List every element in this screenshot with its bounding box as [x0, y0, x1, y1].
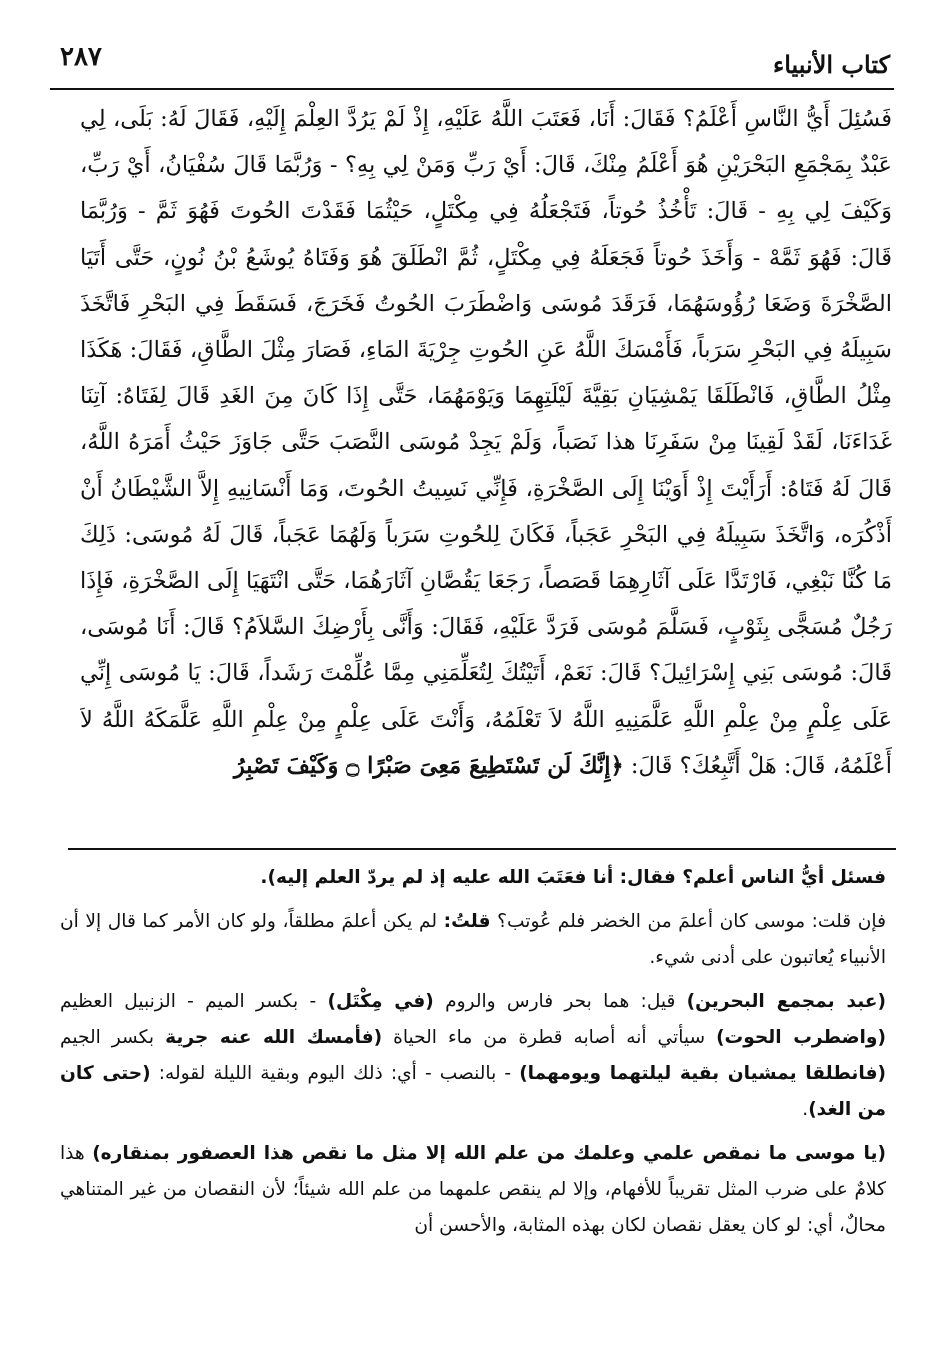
commentary-bold-text: فسئل أيُّ الناس أعلم؟ فقال: أنا فعَتَبَ الله عليه إذ لم يردّ العلم إليه).	[260, 867, 886, 888]
page-header	[50, 32, 894, 90]
quran-verse: ﴿إِنَّكَ لَن تَسْتَطِيعَ مَعِىَ صَبْرًا ۝ وَكَيْفَ تَصْبِرُ	[233, 752, 624, 779]
commentary-bold-text: (في مِكْتَل)	[327, 991, 434, 1012]
commentary-text: سيأتي أنه أصابه قطرة من ماء الحياة	[393, 1027, 706, 1048]
footnote-separator	[68, 848, 896, 850]
commentary-text: - بالنصب - أي: ذلك اليوم وبقية الليلة لقوله:	[158, 1063, 512, 1084]
commentary-bold-text: (فأمسك الله عنه جرية	[165, 1027, 383, 1048]
commentary-text: - بكسر الميم - الزنبيل العظيم	[60, 991, 317, 1012]
commentary-paragraph	[60, 860, 886, 896]
commentary-text: قيل: هما بحر فارس والروم	[445, 991, 676, 1012]
book-title: كتاب الأنبياء	[772, 50, 890, 79]
commentary-bold-text: (يا موسى ما نمقص علمي وعلمك من علم الله إلا مثل ما نقص هذا العصفور بمنقاره)	[92, 1143, 886, 1164]
commentary-text: بكسر الجيم	[60, 1027, 155, 1048]
commentary-text: .	[802, 1099, 809, 1120]
commentary-text: هذا كلامٌ على ضرب المثل تقريباً للأفهام، وإلا لم ينقص علمهما من علم الله شيئاً؛ لأن النقصان من غير المتناهي محالٌ، أي: لو كان يعقل نقصان لكان بهذه المثابة، والأحسن أن	[60, 1143, 886, 1236]
commentary-paragraph	[60, 1136, 886, 1244]
commentary-bold-text: (فانطلقا يمشيان بقية ليلتهما ويومهما)	[519, 1063, 886, 1084]
page-number: ٢٨٧	[60, 42, 102, 72]
commentary-paragraph	[60, 984, 886, 1128]
hadith-text: فَسُئِلَ أَيُّ النَّاسِ أَعْلَمُ؟ فَقَالَ: أَنَا، فَعَتَبَ اللَّهُ عَلَيْهِ، إِذْ لَمْ يَرُدَّ العِلْمَ إِلَيْهِ، فَقَالَ لَهُ: بَلَى، لِي عَبْدٌ بِمَجْمَعِ البَحْرَيْنِ هُوَ أَعْلَمُ مِنْكَ، قَالَ: أَيْ رَبِّ وَمَنْ لِي بِهِ؟ - وَرُبَّمَا قَالَ سُفْيَانُ، أَيْ رَبِّ، وَكَيْفَ لِي بِهِ - قَالَ: تَأْخُذُ حُوتاً، فَتَجْعَلُهُ فِي مِكْتَلٍ، حَيْثُمَا فَقَدْتَ الحُوتَ فَهُوَ ثَمَّ - وَرُبَّمَا قَالَ: فَهُوَ ثَمَّهْ - وَأَخَذَ حُوتاً فَجَعَلَهُ فِي مِكْتَلٍ، ثُمَّ انْطَلَقَ هُوَ وَفَتَاهُ يُوشَعُ بْنُ نُونٍ، حَتَّى أَتَيَا الصَّخْرَةَ وَضَعَا رُؤُوسَهُمَا، فَرَقَدَ مُوسَى وَاضْطَرَبَ الحُوتُ فَخَرَجَ، فَسَقَطَ فِي البَحْرِ فَاتَّخَذَ سَبِيلَهُ فِي البَحْرِ سَرَباً، فَأَمْسَكَ اللَّهُ عَنِ الحُوتِ جِرْيَةَ المَاءِ، فَصَارَ مِثْلَ الطَّاقِ، فَقَالَ: هَكَذَا مِثْلُ الطَّاقِ، فَانْطَلَقَا يَمْشِيَانِ بَقِيَّةَ لَيْلَتِهِمَا وَيَوْمَهُمَا، حَتَّى إِذَا كَانَ مِنَ الغَدِ قَالَ لِفَتَاهُ: آتِنَا غَدَاءَنَا، لَقَدْ لَقِينَا مِنْ سَفَرِنَا هذا نَصَباً، وَلَمْ يَجِدْ مُوسَى النَّصَبَ حَتَّى جَاوَزَ حَيْثُ أَمَرَهُ اللَّهُ، قَالَ لَهُ فَتَاهُ: أَرَأَيْتَ إِذْ أَوَيْنَا إِلَى الصَّخْرَةِ، فَإِنِّي نَسِيتُ الحُوتَ، وَمَا أَنْسَانِيهِ إِلاَّ الشَّيْطَانُ أَنْ أَذْكُرَه، وَاتَّخَذَ سَبِيلَهُ فِي البَحْرِ عَجَباً، فَكَانَ لِلحُوتِ سَرَباً وَلَهُمَا عَجَباً، قَالَ لَهُ مُوسَى: ذَلِكَ مَا كُنَّا نَبْغِي، فَارْتَدَّا عَلَى آثَارِهِمَا قَصَصاً، رَجَعَا يَقُصَّانِ آثَارَهُمَا، حَتَّى انْتَهَيَا إِلَى الصَّخْرَةِ، فَإِذَا رَجُلٌ مُسَجًّى بِثَوْبٍ، فَسَلَّمَ مُوسَى فَرَدَّ عَلَيْهِ، فَقَالَ: وَأَنَّى بِأَرْضِكَ السَّلاَمُ؟ قَالَ: أَنَا مُوسَى، قَالَ: مُوسَى بَنِي إِسْرَائِيلَ؟ قَالَ: نَعَمْ، أَتَيْتُكَ لِتُعَلِّمَنِي مِمَّا عُلِّمْتَ رَشَداً، قَالَ: يَا مُوسَى إِنِّي عَلَى عِلْمٍ مِنْ عِلْمِ اللَّهِ عَلَّمَنِيهِ اللَّهُ لاَ تَعْلَمُهُ، وَأَنْتَ عَلَى عِلْمٍ مِنْ عِلْمِ اللَّهِ عَلَّمَكَهُ اللَّهُ لاَ أَعْلَمُهُ، قَالَ: هَلْ أَتَّبِعُكَ؟ قَالَ:	[80, 106, 892, 779]
commentary-paragraph	[60, 904, 886, 976]
hadith-text-block	[80, 96, 892, 826]
commentary-text: فإن قلت: موسى كان أعلمَ من الخضر فلم عُوتب؟	[497, 911, 886, 932]
commentary-block	[60, 860, 886, 1330]
commentary-bold-text: (عبد بمجمع البحرين)	[686, 991, 886, 1012]
commentary-text: لم يكن أعلمَ مطلقاً، ولو كان الأمر كما قال إلا أن الأنبياء يُعاتبون على أدنى شيء.	[60, 911, 886, 968]
commentary-bold-text: (حتى كان من الغد)	[60, 1063, 886, 1120]
commentary-label: قلتُ:	[443, 911, 491, 932]
commentary-bold-text: (واضطرب الحوت)	[716, 1027, 886, 1048]
